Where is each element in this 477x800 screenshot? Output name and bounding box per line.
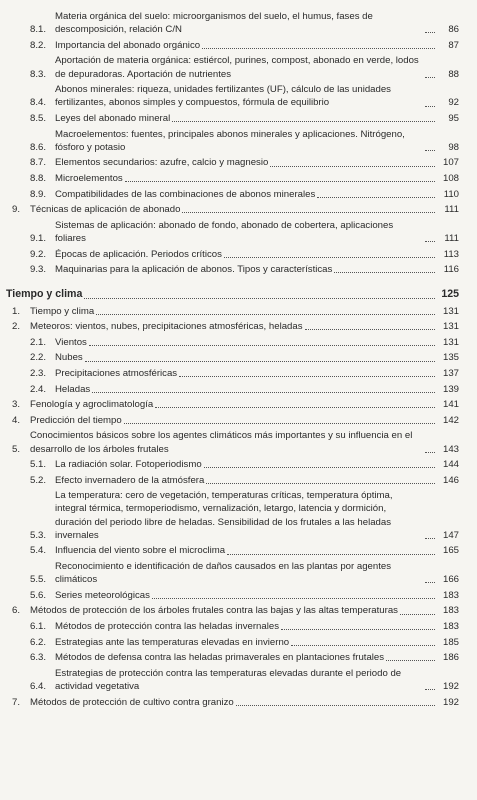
toc-entry-number: 4. [12,414,21,426]
toc-entry-title: Tiempo y clima [30,305,95,317]
dot-leader [155,406,435,408]
toc-entry [6,351,459,364]
toc-entry-title-wrap [55,351,437,364]
dot-leader [206,482,435,484]
toc-page-number: 92 [448,97,459,109]
toc-entry [6,458,459,471]
toc-entry-number: 2.2. [30,352,47,364]
dot-leader [425,240,435,242]
toc-entry-number: 9.3. [30,264,47,276]
dot-leader [224,256,435,258]
toc-entry-number: 3. [12,399,21,411]
toc-entry-title: Precipitaciones atmosféricas [55,367,178,379]
toc-entry-number: 6.1. [30,621,47,633]
toc-entry-title-wrap [55,10,437,36]
toc-entry-title: Tiempo y clima [6,288,83,301]
toc-entry-title: Aportación de materia orgánica: estiércol, purines, compost, abonado en verde, lodos de depuradoras. Aportación de nutrientes [55,55,419,80]
toc-entry-title-wrap [55,383,437,396]
toc-entry [6,263,459,276]
toc-entry-number: 5.4. [30,545,47,557]
dot-leader [227,553,435,555]
toc-entry-title-wrap [55,474,437,487]
toc-page-number: 98 [448,141,459,153]
dot-leader [281,628,435,630]
toc-entry-title: Materia orgánica del suelo: microorganismos del suelo, el humus, fases de descomposición, relación C/N [55,11,373,36]
toc-entry-title-wrap [55,620,437,633]
dot-leader [179,375,435,377]
toc-page-number: 113 [443,248,459,260]
dot-leader [152,597,435,599]
toc-entry-title-wrap [55,651,437,664]
toc-entry-number: 2.3. [30,367,47,379]
toc-entry [6,383,459,396]
toc-entry [6,172,459,185]
toc-entry [6,544,459,557]
toc-page-number: 183 [442,605,459,617]
toc-page-number: 111 [444,204,459,216]
toc-section-heading [6,288,459,301]
dot-leader [334,271,435,273]
toc-entry-title: Abonos minerales: riqueza, unidades fertilizantes (UF), cálculo de las unidades fertilizantes, abonos simples y compuestos, fórmula de equilibrio [55,84,391,109]
toc-page-number: 125 [441,288,459,301]
toc-entry [6,667,459,693]
toc-entry-number: 6.3. [30,652,47,664]
toc-entry [6,219,459,245]
toc-entry [6,398,459,411]
toc-entry-number: 2. [12,321,21,333]
toc-entry [6,83,459,109]
dot-leader [400,613,435,615]
toc-entry [6,320,459,333]
toc-page-number: 186 [442,652,459,664]
toc-page-number: 87 [448,39,459,51]
toc-entry-title: Sistemas de aplicación: abonado de fondo, abonado de cobertera, aplicaciones foliares [55,219,394,244]
toc-entry-number: 5.3. [30,529,47,541]
toc-entry-number: 8.3. [30,68,47,80]
dot-leader [425,31,435,33]
toc-entry-title: Épocas de aplicación. Periodos críticos [55,248,222,260]
toc-page-number: 192 [442,696,459,708]
dot-leader [92,391,435,393]
toc-entry [6,54,459,80]
toc-entry-title: Métodos de defensa contra las heladas primaverales en plantaciones frutales [55,652,385,664]
toc-entry-title: Estrategias ante las temperaturas elevadas en invierno [55,636,290,648]
toc-entry [6,10,459,36]
dot-leader [236,704,435,706]
toc-entry-number: 5.6. [30,589,47,601]
toc-entry-title-wrap [55,219,437,245]
toc-entry-title-wrap [55,336,437,349]
toc-entry [6,203,459,216]
toc-page-number: 131 [442,336,459,348]
dot-leader [425,76,435,78]
toc-entry-number: 5.5. [30,574,47,586]
toc-entry [6,429,459,455]
toc-entry-title: Nubes [55,352,83,364]
toc-entry [6,188,459,201]
toc-entry-title-wrap [55,544,437,557]
toc-entry-title-wrap [55,458,437,471]
toc-entry [6,156,459,169]
toc-entry-number: 6.2. [30,636,47,648]
toc-entry-title-wrap [55,172,437,185]
toc-entry-title-wrap [55,560,437,586]
toc-entry-number: 5. [12,443,21,455]
toc-entry-title: Conocimientos básicos sobre los agentes climáticos más importantes y su influencia en el desarrollo de los árboles frutales [30,430,413,455]
toc-entry-title-wrap [55,248,437,261]
toc-entry-title-wrap [30,203,437,216]
dot-leader [291,644,435,646]
toc-entry-title: Vientos [55,336,87,348]
dot-leader [425,149,435,151]
toc-page-number: 144 [442,459,459,471]
dot-leader [84,297,435,299]
toc-entry-title: Métodos de protección contra las heladas invernales [55,621,279,633]
toc-entry-title-wrap [55,112,437,125]
toc-entry-title-wrap [30,320,437,333]
toc-entry-number: 6.4. [30,681,47,693]
toc-entry-number: 9. [12,204,21,216]
toc-entry [6,414,459,427]
dot-leader [317,196,435,198]
toc-entry-title-wrap [55,39,437,52]
toc-entry-title: Estrategias de protección contra las temperaturas elevadas durante el periodo de actividad vegetativa [55,667,402,693]
toc-entry [6,560,459,586]
toc-entry-title: Métodos de protección de cultivo contra granizo [30,696,234,708]
toc-entry-title: Importancia del abonado orgánico [55,39,201,51]
toc-entry-title-wrap [30,604,437,617]
dot-leader [386,659,435,661]
toc-page-number: 131 [442,305,459,317]
toc-entry-number: 8.8. [30,172,47,184]
toc-entry-title: Técnicas de aplicación de abonado [30,204,181,216]
toc-page-number: 95 [448,112,459,124]
toc-page-number: 137 [442,367,459,379]
toc-entry-title-wrap [55,636,437,649]
toc-entry [6,696,459,709]
toc-entry-number: 8.6. [30,141,47,153]
toc-entry-number: 8.1. [30,24,47,36]
toc-entry-title: Métodos de protección de los árboles frutales contra las bajas y las altas temperaturas [30,605,398,617]
toc-page-number: 165 [442,545,459,557]
toc-entry-title-wrap [30,696,437,709]
toc-entry-title: La temperatura: cero de vegetación, temperaturas críticas, temperatura óptima, integral térmica, termoperiodismo, vernalización, letargo, latencia y dormición, duración del periodo libre de heladas. Sensibilidad de los frutales a las heladas invernales [55,490,393,541]
toc-entry-title: Predicción del tiempo [30,414,122,426]
toc-entry-title-wrap [55,128,437,154]
toc-entry-title-wrap [55,83,437,109]
toc-entry [6,39,459,52]
toc-entry-title: Reconocimiento e identificación de daños causados en las plantas por agentes climáticos [55,561,392,586]
toc-page-number: 108 [442,172,459,184]
toc-entry-title: La radiación solar. Fotoperiodismo [55,459,202,471]
toc-entry-title-wrap [55,188,437,201]
dot-leader [125,180,435,182]
toc-entry-number: 8.9. [30,188,47,200]
dot-leader [85,360,435,362]
toc-entry [6,589,459,602]
toc-entry [6,336,459,349]
toc-entry [6,620,459,633]
toc-page-number: 131 [442,321,459,333]
toc-page-number: 142 [442,414,459,426]
toc-page-number: 88 [448,68,459,80]
toc-entry-number: 9.1. [30,232,47,244]
toc-entry-number: 2.4. [30,383,47,395]
toc-entry [6,305,459,318]
toc-entry-number: 5.1. [30,459,47,471]
dot-leader [204,466,435,468]
toc-page-number: 192 [442,681,459,693]
toc-page-number: 111 [444,232,459,244]
toc-page-number: 116 [443,264,459,276]
toc-entry-number: 9.2. [30,248,47,260]
toc-entry-title: Maquinarias para la aplicación de abonos. Tipos y características [55,264,333,276]
dot-leader [425,688,435,690]
table-of-contents [6,10,459,709]
toc-page-number: 185 [442,636,459,648]
toc-entry-title: Heladas [55,383,91,395]
toc-entry-title-wrap [30,398,437,411]
toc-entry-number: 5.2. [30,474,47,486]
toc-entry-number: 1. [12,305,21,317]
toc-entry-title-wrap [55,489,437,542]
toc-page-number: 86 [448,24,459,36]
toc-entry [6,474,459,487]
toc-entry-number: 7. [12,696,21,708]
toc-entry-title-wrap [30,414,437,427]
toc-entry [6,248,459,261]
toc-entry-title: Leyes del abonado mineral [55,112,171,124]
toc-entry-number: 8.5. [30,112,47,124]
toc-entry [6,128,459,154]
toc-entry-title: Fenología y agroclimatología [30,399,154,411]
toc-entry [6,636,459,649]
toc-entry-title: Elementos secundarios: azufre, calcio y magnesio [55,157,269,169]
toc-entry-number: 8.2. [30,39,47,51]
dot-leader [182,211,435,213]
toc-entry-number: 8.7. [30,157,47,169]
dot-leader [425,581,435,583]
toc-page-number: 183 [442,589,459,601]
toc-entry [6,651,459,664]
toc-page-number: 110 [443,188,459,200]
toc-entry [6,367,459,380]
toc-entry-title: Meteoros: vientos, nubes, precipitaciones atmosféricas, heladas [30,321,303,333]
toc-entry-title-wrap [55,667,437,693]
toc-entry-title: Microelementos [55,172,123,184]
dot-leader [425,451,435,453]
dot-leader [96,313,435,315]
toc-page-number: 147 [442,529,459,541]
toc-page-number: 141 [442,399,459,411]
toc-page-number: 107 [442,157,459,169]
toc-page-number: 183 [442,621,459,633]
toc-entry-title: Macroelementos: fuentes, principales abonos minerales y aplicaciones. Nitrógeno, fósforo y potasio [55,128,405,153]
toc-entry-title-wrap [6,288,437,301]
dot-leader [202,47,435,49]
dot-leader [172,120,435,122]
toc-entry [6,112,459,125]
toc-entry-title-wrap [55,367,437,380]
toc-page-number: 166 [442,574,459,586]
toc-entry-title: Series meteorológicas [55,589,150,601]
dot-leader [124,422,435,424]
toc-entry [6,604,459,617]
toc-page-number: 139 [442,383,459,395]
dot-leader [425,537,435,539]
toc-entry-number: 8.4. [30,97,47,109]
toc-entry-title: Influencia del viento sobre el microclima [55,545,226,557]
dot-leader [89,344,435,346]
toc-entry-title-wrap [55,54,437,80]
toc-entry-title-wrap [55,156,437,169]
toc-entry-title-wrap [55,589,437,602]
toc-entry [6,489,459,542]
dot-leader [425,105,435,107]
toc-page-number: 146 [442,474,459,486]
toc-entry-title: Compatibilidades de las combinaciones de abonos minerales [55,188,316,200]
toc-page-number: 143 [442,443,459,455]
dot-leader [305,328,436,330]
toc-entry-number: 2.1. [30,336,47,348]
dot-leader [270,165,435,167]
toc-entry-title-wrap [55,263,437,276]
toc-entry-title: Efecto invernadero de la atmósfera [55,474,205,486]
toc-entry-title-wrap [30,429,437,455]
toc-entry-number: 6. [12,605,21,617]
toc-page-number: 135 [442,352,459,364]
toc-entry-title-wrap [30,305,437,318]
